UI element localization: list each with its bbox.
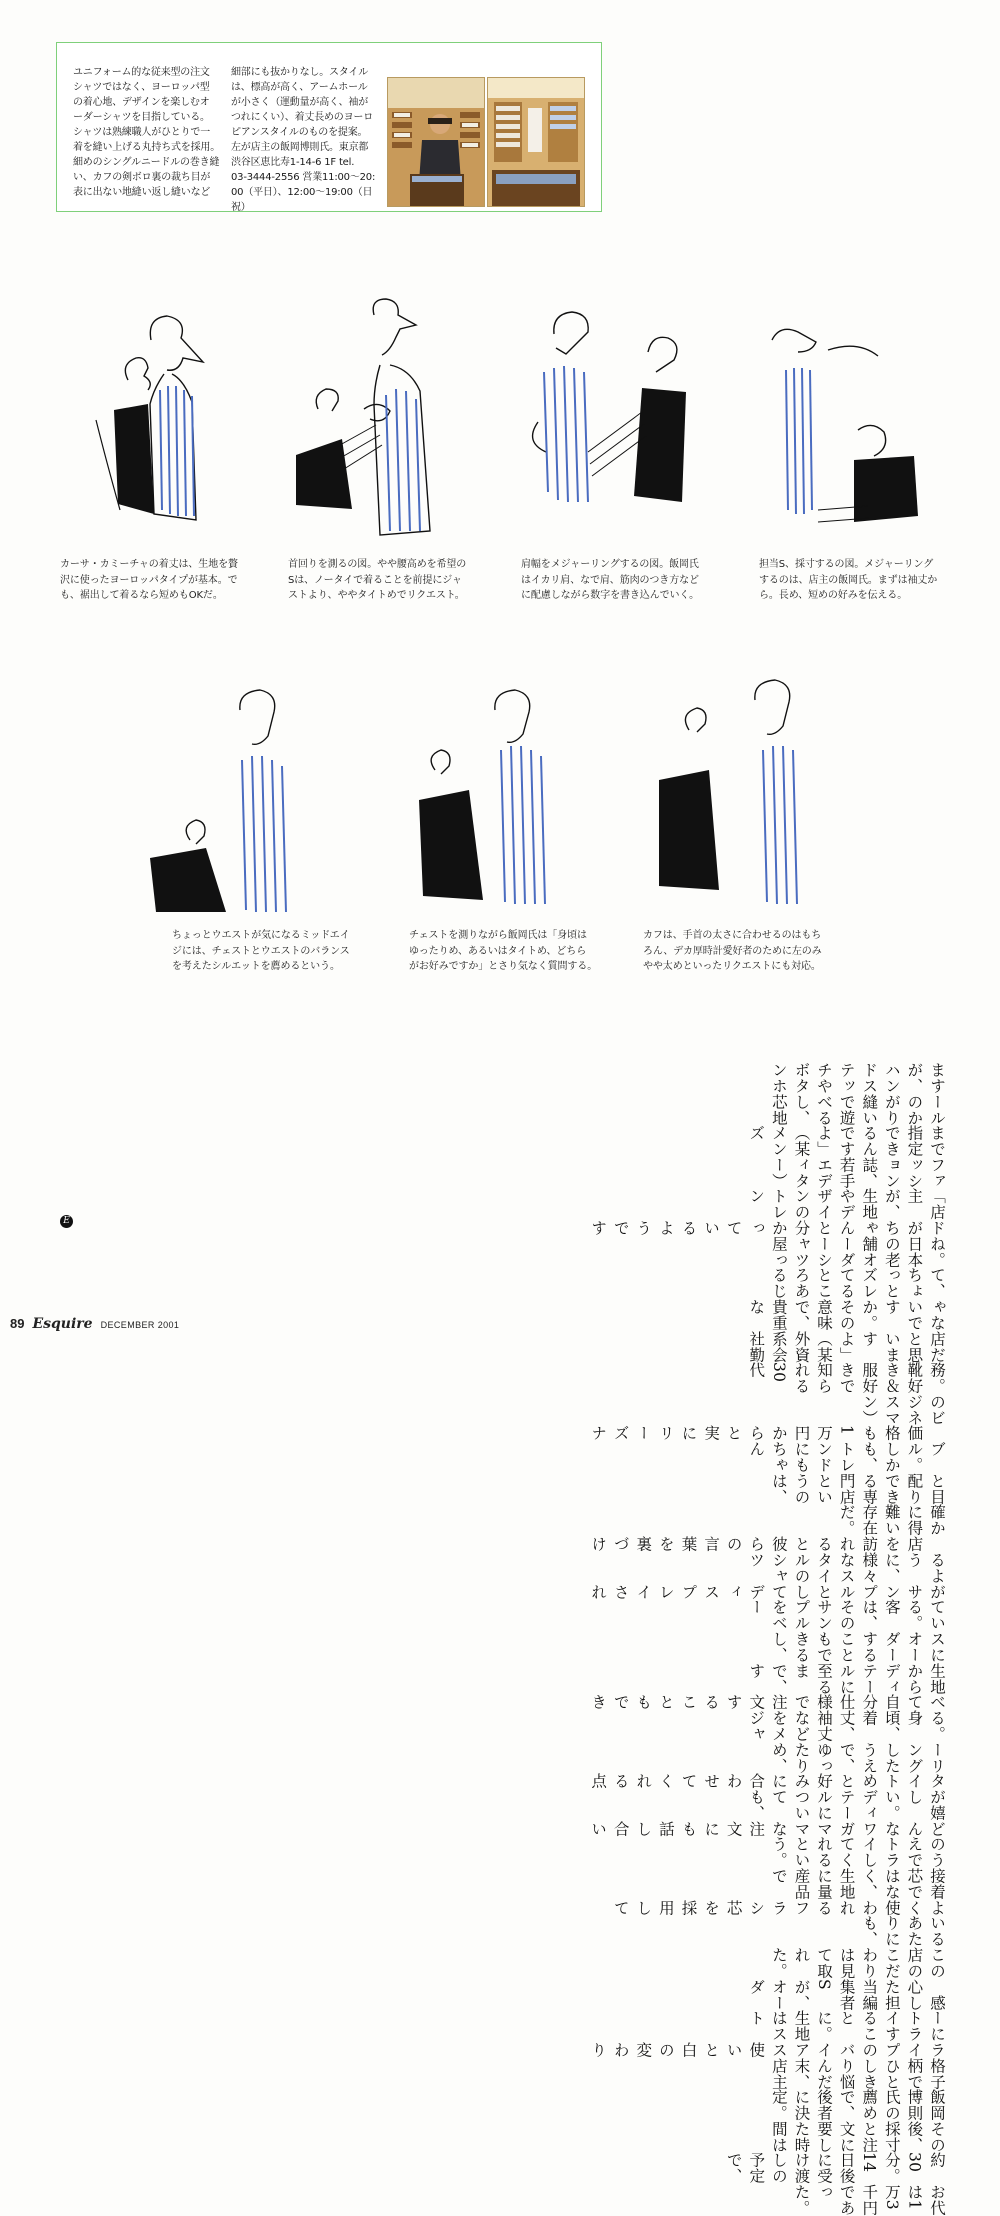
body-line: ーにトライすることに。生地はスト	[747, 2010, 946, 2042]
body-line: 店を訪れると彼らの言葉を裏づけ	[589, 1536, 946, 1552]
shop-info-line: 左が店主の飯岡博則氏。東京都	[231, 142, 369, 153]
caption-line: ろん、デカ厚時計愛好者のために左のみ	[643, 945, 822, 957]
body-line: ゃないですか。その意味で、貴重な	[747, 1299, 946, 1331]
body-line: て、ちょっとズレてるところあるじ	[769, 1267, 946, 1300]
shop-info-line: 細部にも抜かりなし。スタイル	[231, 67, 368, 78]
body-line: ね。日本の老舗オーダーシャツ屋っ	[769, 1235, 946, 1268]
body-line: どんなワガママな注文にも話し合い	[589, 1820, 946, 1837]
page-number: 89	[10, 1316, 25, 1331]
body-line: 約30分。14日後に受け渡しの予定で、	[724, 2152, 946, 2185]
body-line: タイトめと好みに合わせてくれる点	[589, 1773, 946, 1789]
body-line: 価格も1万円からと実にリーズナ	[589, 1425, 946, 1442]
shop-info-line: 渋谷区恵比寿1-14-6 1F tel.	[231, 157, 355, 168]
shop-info-line: ピアンスタイルのものを提案。	[231, 127, 368, 138]
caption-line: するのは、店主の飯岡氏。まずは袖丈か	[759, 574, 938, 586]
body-line: る。身頃、着丈、袖丈などをメジャ	[747, 1709, 946, 1742]
body-line: 格子柄でひとしきり悩んだ末、店主	[769, 2057, 946, 2090]
illustration-cuff-measure	[645, 670, 845, 920]
illustration-sleeve-measure	[758, 310, 928, 540]
caption-line: 肩幅をメジャーリングするの図。飯岡氏	[521, 559, 699, 570]
caption-line: はイカリ肩、なで肩、筋肉のつき方など	[521, 574, 699, 586]
magazine-name: Esquire	[32, 1316, 93, 1332]
caption-line: ら。長め、短めの好みを伝える。	[759, 590, 908, 601]
caption-line: やや太めといったリクエストにも対応。	[643, 961, 821, 972]
illustration-shirt-length	[76, 300, 226, 545]
body-line: その後、採寸と注文に要した時間は	[769, 2120, 946, 2153]
body-line: べて自分仕様で注文することもでき	[589, 1694, 946, 1710]
shop-info-line: シャツではなく、ヨーロッパ型	[73, 82, 210, 93]
issue-date: DECEMBER 2001	[100, 1320, 180, 1330]
caption-line: に配慮しながら数字を書き込んでいく。	[521, 590, 699, 601]
caption-3	[521, 557, 721, 604]
caption-line: も、裾出して着るなら短めもOKだ。	[60, 590, 223, 601]
end-mark-icon: E	[60, 1215, 73, 1228]
body-line: お代は1万3千円であった。	[792, 2184, 946, 2216]
illustration-waist-balance	[130, 680, 330, 930]
shop-info-box	[56, 42, 602, 212]
body-line: 感心した担当編集者Sが、オーダ	[747, 1978, 946, 2011]
shop-info-line: ーダーシャツを目指している。	[73, 112, 210, 123]
body-line: いるあたりにも、	[860, 1915, 946, 1948]
article-body	[48, 1062, 948, 2216]
body-line: がサンプルとしてディスプレイされ	[589, 1583, 946, 1600]
shop-info-line: シャツは熟練職人がひとりで一	[73, 127, 210, 138]
caption-line: ゆったりめ、あるいはタイトめ、どちら	[409, 945, 587, 957]
page-footer	[10, 1316, 179, 1334]
body-line: ファッション誌、若手エディター）	[769, 1156, 946, 1189]
caption-4	[759, 557, 959, 604]
caption-1	[60, 557, 260, 604]
caption-line: ちょっとウエストが気になるミッドエイ	[172, 930, 350, 941]
caption-line: 首回りを測るの図。やや腰高めを希望の	[288, 559, 467, 570]
body-line: この店のこだわりは見て取れた。	[769, 1947, 946, 1979]
body-line: ライプのバイアス使いと白の変わり	[589, 2041, 946, 2058]
body-line: まで指定できるんですよ」（某メンズ	[747, 1125, 946, 1157]
shop-info-line: ユニフォーム的な従来型の注文	[73, 67, 210, 78]
body-line: 生地からディテールに至るまで、す	[747, 1662, 946, 1695]
body-line: 「店主が、生地やデザインのトレン	[747, 1188, 946, 1221]
body-line: ますが、ハンドステッチやボタンホ	[769, 1062, 946, 1094]
shop-info-line: 細めのシングルニードルの巻き縫	[73, 157, 220, 168]
body-line: 接着芯ではなく、生地に量産品で	[769, 1868, 946, 1900]
shop-info-column-1	[73, 65, 223, 200]
illustration-neck-measure	[290, 285, 440, 545]
shop-info-line: つれにくい）、着丈長めのヨーロ	[231, 112, 373, 123]
body-line: ールのかがり縫いで遊べるし、芯地	[769, 1093, 946, 1126]
body-line: ブル。しかも、トレンドにもちゃん	[747, 1441, 946, 1473]
body-line: が嬉しい。ディテールについても、	[747, 1788, 946, 1821]
caption-2	[288, 557, 488, 604]
caption-5	[172, 928, 392, 975]
body-line: るように、様々なスタイルのシャツ	[747, 1551, 946, 1584]
shop-info-line: 00（平日）、12:00～19:00（日祝）	[231, 187, 373, 213]
caption-7	[643, 928, 863, 975]
shop-info-line: 03-3444-2556 営業11:00～20:	[231, 172, 376, 183]
shop-owner-photo	[387, 77, 485, 207]
caption-line: 担当S、採寸するの図。メジャーリング	[759, 559, 934, 570]
shop-info-line: の着心地、デザインを楽しむオ	[73, 97, 210, 108]
body-line: 飯岡博則氏の薦めで、後者に決定。	[769, 2089, 946, 2121]
illustration-chest-measure	[405, 680, 585, 920]
body-line: ている。客は、そのサンプルをベー	[747, 1599, 946, 1631]
caption-6	[409, 928, 629, 975]
shop-info-line: は、標高が高く、アームホール	[231, 82, 368, 93]
body-line: 務。靴好き＆服好きで知られる30代	[747, 1362, 946, 1394]
caption-line: チェストを測りながら飯岡氏は「身頃は	[409, 930, 587, 941]
body-line: ドがちゃんと分かっているようです	[589, 1220, 946, 1236]
caption-line: ストより、ややタイトめでリクエスト。	[288, 590, 465, 601]
body-line: ーリングしたうえで、ゆったりめ、	[769, 1741, 946, 1774]
caption-line: カフは、手首の太さに合わせるのはもち	[643, 930, 822, 941]
body-line: よく使われるフラシ芯を採用して	[611, 1899, 946, 1916]
body-line: と目配りできる専門店というのは、	[769, 1472, 946, 1505]
body-line: のビジネスマン）	[860, 1393, 946, 1426]
illustration-shoulder-measure	[518, 292, 703, 542]
shop-info-line: 着を縫い上げる丸持ち式を採用。	[73, 142, 220, 153]
shop-info-column-2	[231, 65, 379, 215]
body-line: 店だと思いますよ」（某外資系会社勤	[747, 1330, 946, 1363]
body-line: スにオーダーすることもできるし、	[769, 1630, 946, 1663]
caption-line: 沢に使ったヨーロッパタイプが基本。で	[60, 574, 238, 586]
shop-info-line: 表に出ない地縫い返し縫いなど	[73, 187, 211, 198]
caption-line: カーサ・カミーチャの着丈は、生地を贅	[60, 559, 238, 570]
caption-line: がお好みですか」とさり気なく質問する。	[409, 961, 598, 972]
body-line: 確かに得難い存在だ。	[837, 1504, 946, 1537]
caption-line: を考えたシルエットを薦めるという。	[172, 961, 340, 972]
caption-line: Sは、ノータイで着ることを前提にジャ	[288, 574, 462, 586]
shop-info-line: い、カフの剣ボロ裏の裁ち目が	[73, 172, 211, 183]
shop-interior-photo	[487, 77, 585, 207]
body-line: のうえでトライしてくれるという。	[769, 1836, 946, 1868]
shop-info-line: が小さく（運動量が高く、袖が	[231, 97, 368, 108]
caption-line: ジには、チェストとウエストのバランス	[172, 945, 350, 957]
